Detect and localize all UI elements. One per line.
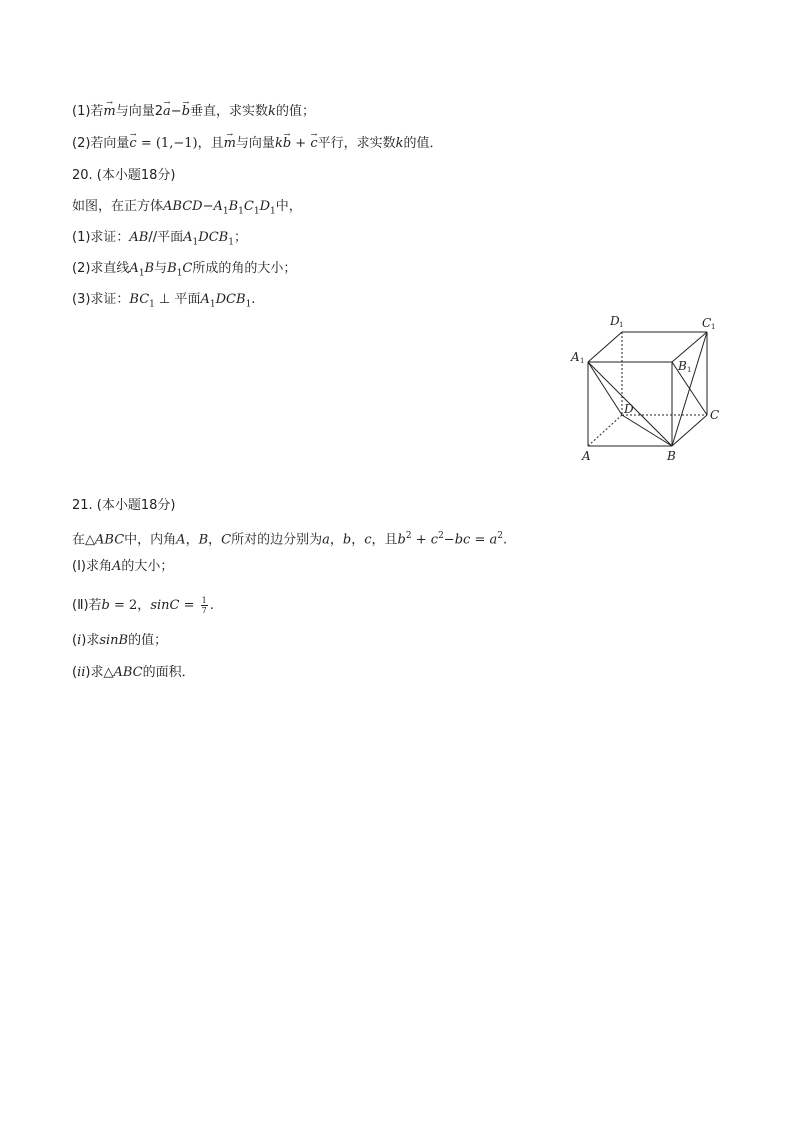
q21-intro: 在△ABC中，内角A，B，C所对的边分别为a，b，c，且$b^2 + c^2-bc = a^2$. <box>72 531 508 548</box>
label-D1: D <box>610 314 620 328</box>
label-D: D <box>624 402 634 416</box>
edge-B1C1 <box>672 332 707 362</box>
fraction-one-seventh: $\frac{1}{7}$ <box>201 596 207 615</box>
hidden-edge-AD <box>588 415 622 446</box>
label-C1: C <box>702 316 712 330</box>
label-A1: A <box>571 350 580 364</box>
label-A1-sub: 1 <box>580 357 585 365</box>
cube-figure <box>560 308 730 468</box>
q20-part1: (1)求证：AB//平面$A_1DCB_1$； <box>72 230 247 248</box>
label-B1: B <box>678 359 687 373</box>
q21-part4: (ii)求△ABC的面积． <box>72 665 195 680</box>
segment-A1D <box>588 362 622 415</box>
q21-header: 21. (本小题18分) <box>72 498 176 513</box>
label-B: B <box>667 449 676 463</box>
q21-part1: (Ⅰ)求角A的大小； <box>72 559 174 574</box>
q21-part2: (Ⅱ)若b = 2，sinC = $\frac{1}{7}$ . <box>72 596 214 615</box>
label-C: C <box>710 408 720 422</box>
label-D1-sub: 1 <box>619 321 624 329</box>
q19-part2: (2)若向量→ c = (1,−1)，且→ m与向量k→ b + → c平行，求实数k的值． <box>72 135 443 153</box>
q20-header: 20. (本小题18分) <box>72 168 176 183</box>
label-B1-sub: 1 <box>687 366 692 374</box>
q21-part3: (i)求sinB的值； <box>72 633 168 648</box>
q20-part2: (2)求直线$A_1B$与$B_1C$所成的角的大小； <box>72 261 297 279</box>
vector-m: → m <box>224 135 236 153</box>
vector-b: → b <box>182 103 190 121</box>
q19-part1: (1)若→ m与向量2→ a−→ b垂直，求实数k的值； <box>72 103 315 121</box>
q20-intro: 如图，在正方体$ABCD-A_1B_1C_1D_1$中， <box>72 199 302 217</box>
label-A: A <box>582 449 591 463</box>
vector-a: → a <box>163 103 171 121</box>
vector-c: → c <box>129 135 136 153</box>
segment-DB <box>622 415 672 446</box>
vector-c: → c <box>310 135 317 153</box>
segment-BC1 <box>672 332 707 446</box>
q20-part3: (3)求证：$BC_1$ ⊥ 平面$A_1DCB_1$. <box>72 292 256 310</box>
label-C1-sub: 1 <box>711 323 716 331</box>
vector-b: → b <box>283 135 291 153</box>
vector-m: → m <box>103 103 115 121</box>
edge-A1D1 <box>588 332 622 362</box>
